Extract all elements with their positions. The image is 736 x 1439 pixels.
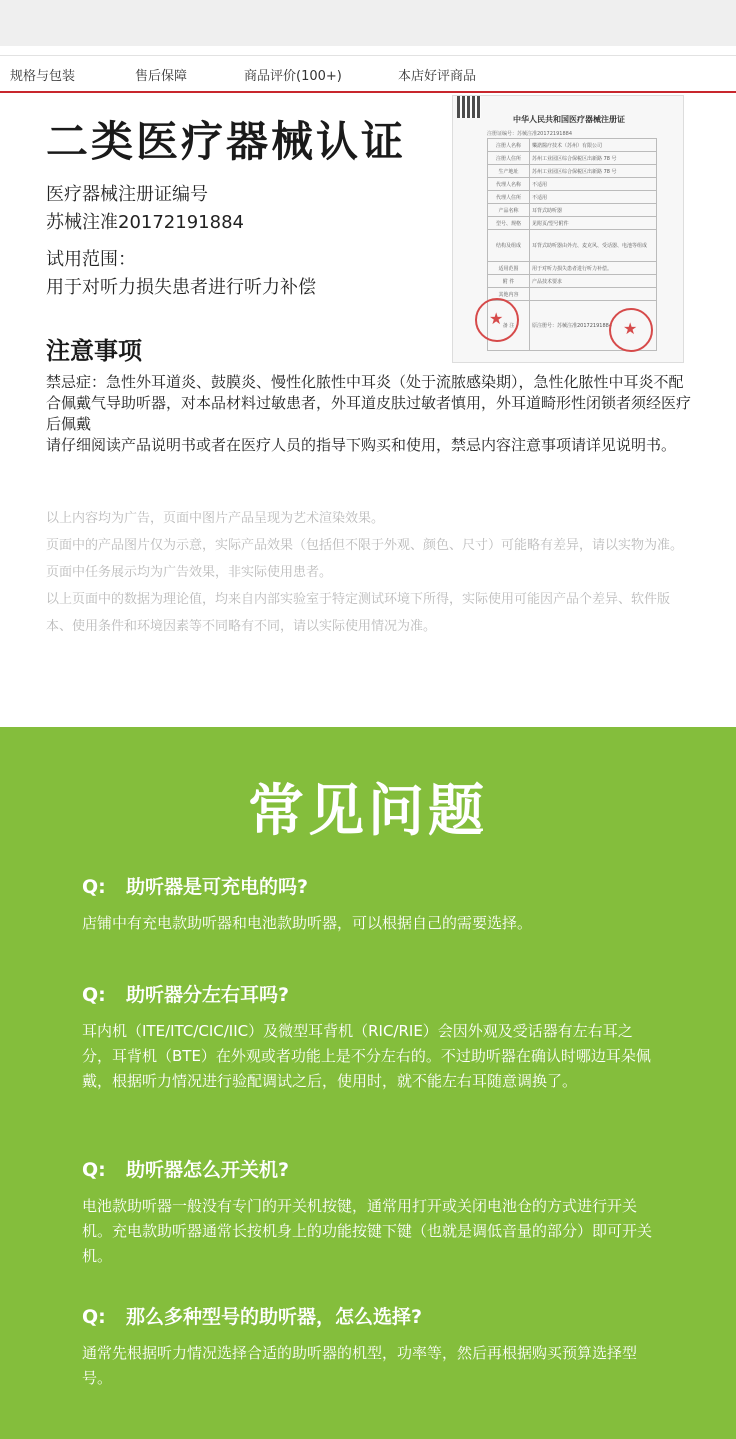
contraindications-text: 禁忌症：急性外耳道炎、鼓膜炎、慢性化脓性中耳炎（处于流脓感染期），急性化脓性中耳炎不配合佩戴气导助听器，对本品材料过敏患者，外耳道皮肤过敏者慎用，外耳道畸形性闭锁者须经医疗后佩戴 bbox=[46, 373, 692, 433]
cert-row-key: 适用范围 bbox=[488, 262, 530, 275]
faq-item bbox=[82, 1302, 662, 1391]
cert-row-key: 结构及组成 bbox=[488, 230, 530, 262]
cert-row-value: 苏州工业园区综合保税区出新路 78 号 bbox=[530, 152, 657, 165]
q-prefix: Q: bbox=[82, 876, 106, 898]
reg-label: 医疗器械注册证编号 bbox=[46, 184, 208, 205]
cert-row-key: 注册人住所 bbox=[488, 152, 530, 165]
tab-bar bbox=[0, 55, 736, 93]
cert-row-key: 备 注 bbox=[488, 301, 530, 351]
faq-question bbox=[82, 980, 662, 1007]
red-seal-icon bbox=[609, 308, 653, 352]
faq-question-text: 助听器是可充电的吗? bbox=[126, 876, 309, 898]
certification-section bbox=[0, 95, 736, 727]
faq-question-text: 助听器怎么开关机? bbox=[126, 1159, 290, 1181]
notes-heading: 注意事项 bbox=[46, 337, 142, 365]
disclaimer-line: 页面中的产品图片仅为示意，实际产品效果（包括但不限于外观、颜色、尺寸）可能略有差异，请以实物为准。 bbox=[46, 538, 684, 553]
faq-item bbox=[82, 1155, 662, 1269]
disclaimer bbox=[46, 505, 694, 640]
cert-row-value: 产品技术要求 bbox=[530, 275, 657, 288]
top-bar bbox=[0, 0, 736, 46]
cert-row-value: 用于对听力损失患者进行听力补偿。 bbox=[530, 262, 657, 275]
faq-title: 常见问题 bbox=[248, 779, 488, 844]
faq-item bbox=[82, 980, 662, 1094]
reg-number: 苏械注准20172191884 bbox=[46, 212, 244, 233]
red-seal-icon bbox=[475, 298, 519, 342]
tab-store-top-rated[interactable]: 本店好评商品 bbox=[398, 69, 477, 84]
cert-row-key: 生产地址 bbox=[488, 165, 530, 178]
faq-question bbox=[82, 872, 662, 899]
tab-after-sales[interactable]: 售后保障 bbox=[135, 69, 188, 84]
cert-row-key: 代理人名称 bbox=[488, 178, 530, 191]
cert-row-key: 型号、规格 bbox=[488, 217, 530, 230]
cert-row-key: 代理人住所 bbox=[488, 191, 530, 204]
cert-row-key: 注册人名称 bbox=[488, 139, 530, 152]
cert-row-value: 耳背式助听器 bbox=[530, 204, 657, 217]
cert-row-value: 不适用 bbox=[530, 178, 657, 191]
q-prefix: Q: bbox=[82, 1159, 106, 1181]
faq-answer: 电池款助听器一般没有专门的开关机按键，通常用打开或关闭电池仓的方式进行开关机。充电款助听器通常长按机身上的功能按键下键（也就是调低音量的部分）即可开关机。 bbox=[82, 1197, 653, 1265]
cert-row-value bbox=[530, 288, 657, 301]
faq-question-text: 那么多种型号的助听器，怎么选择? bbox=[126, 1306, 423, 1328]
scope-label: 试用范围： bbox=[46, 249, 136, 270]
cert-row-value: 樂諾醫疗技术（苏州）有限公司 bbox=[530, 139, 657, 152]
certificate-title: 中华人民共和国医疗器械注册证 bbox=[513, 115, 625, 124]
cert-heading: 二类医疗器械认证 bbox=[46, 117, 407, 166]
disclaimer-line: 页面中任务展示均为广告效果，非实际使用患者。 bbox=[46, 565, 333, 580]
faq-question bbox=[82, 1155, 662, 1182]
instructions-text: 请仔细阅读产品说明书或者在医疗人员的指导下购买和使用，禁忌内容注意事项请详见说明书。 bbox=[46, 436, 677, 454]
faq-item bbox=[82, 872, 662, 936]
faq-answer: 店铺中有充电款助听器和电池款助听器，可以根据自己的需要选择。 bbox=[82, 914, 533, 932]
disclaimer-line: 以上页面中的数据为理论值，均来自内部实验室于特定测试环境下所得，实际使用可能因产品个差异、软件版本、使用条件和环境因素等不同略有不同，请以实际使用情况为准。 bbox=[46, 592, 671, 634]
cert-row-key: 产品名称 bbox=[488, 204, 530, 217]
q-prefix: Q: bbox=[82, 984, 106, 1006]
scope-text: 用于对听力损失患者进行听力补偿 bbox=[46, 277, 316, 298]
q-prefix: Q: bbox=[82, 1306, 106, 1328]
tab-reviews[interactable]: 商品评价(100+) bbox=[244, 69, 342, 84]
cert-row-key: 其他内容 bbox=[488, 288, 530, 301]
cert-row-value: 苏州工业园区综合保税区出新路 78 号 bbox=[530, 165, 657, 178]
cert-row-value: 不适用 bbox=[530, 191, 657, 204]
faq-section bbox=[0, 727, 736, 1439]
cert-row-value: 耳背式助听器由外壳、麦克风、受话器、电池等组成 bbox=[530, 230, 657, 262]
faq-answer: 通常先根据听力情况选择合适的助听器的机型，功率等，然后再根据购买预算选择型号。 bbox=[82, 1344, 638, 1387]
cert-row-value: 原注册号：苏械注准20172191884 bbox=[530, 301, 657, 351]
faq-question-text: 助听器分左右耳吗? bbox=[126, 984, 290, 1006]
notes-body bbox=[46, 372, 694, 456]
faq-question bbox=[82, 1302, 662, 1329]
tab-specs[interactable]: 规格与包装 bbox=[10, 69, 76, 84]
certificate-image bbox=[452, 95, 684, 363]
cert-row-key: 附 件 bbox=[488, 275, 530, 288]
certificate-regno: 注册证编号：苏械注准20172191884 bbox=[487, 131, 572, 137]
cert-row-value: 见附页/型号附件 bbox=[530, 217, 657, 230]
disclaimer-line: 以上内容均为广告，页面中图片产品呈现为艺术渲染效果。 bbox=[46, 511, 385, 526]
faq-answer: 耳内机（ITE/ITC/CIC/IIC）及微型耳背机（RIC/RIE）会因外观及受话器有左右耳之分，耳背机（BTE）在外观或者功能上是不分左右的。不过助听器在确认时哪边耳朵佩戴，根据听力情况进行验配调试之后，使用时，就不能左右耳随意调换了。 bbox=[82, 1022, 651, 1090]
